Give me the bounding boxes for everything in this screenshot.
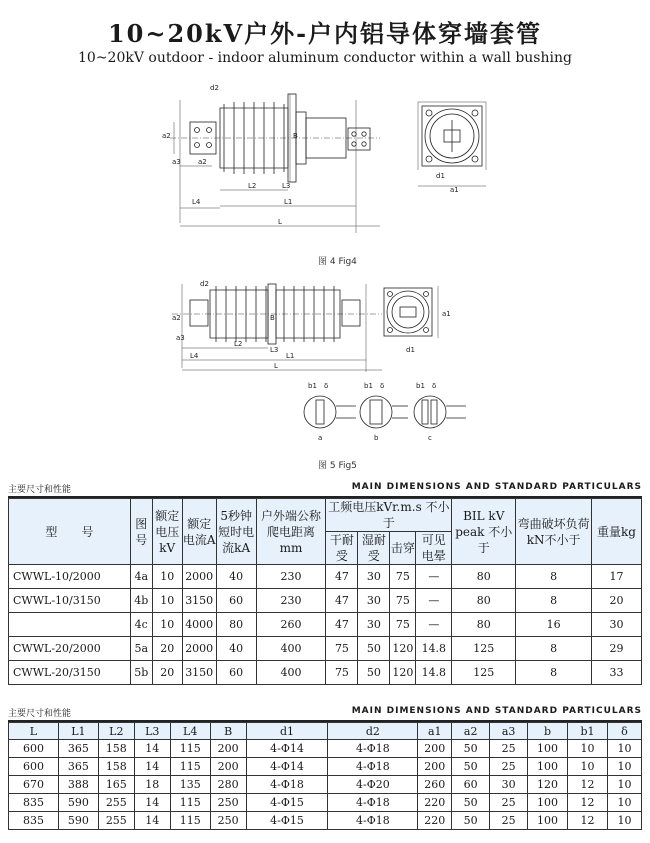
table-cell: 47 [326, 565, 358, 589]
fig5-label-b1-a: b1 [308, 382, 317, 390]
table-cell: 100 [528, 740, 568, 758]
fig4-drawing [150, 78, 510, 238]
fig4-label-d2: d2 [210, 84, 219, 92]
table-cell: 10 [152, 613, 182, 637]
table-row [9, 637, 642, 661]
table-cell: 165 [98, 776, 134, 794]
table-cell: 14.8 [416, 637, 452, 661]
table-cell: CWWL-20/2000 [9, 637, 131, 661]
table-cell: 3150 [182, 589, 216, 613]
table-cell: 80 [452, 589, 516, 613]
table-cell: 2000 [182, 565, 216, 589]
column-header: d1 [246, 723, 328, 740]
table-cell: 115 [170, 812, 210, 830]
particulars-table [8, 498, 642, 685]
table-row [9, 776, 642, 794]
table-row [9, 740, 642, 758]
table-cell: 4-Φ18 [328, 758, 418, 776]
table-cell: 75 [326, 637, 358, 661]
table-cell [9, 613, 131, 637]
fig4-label-a1: a1 [450, 186, 459, 194]
table-cell: 400 [256, 661, 326, 685]
header-corona: 可见电晕 [416, 532, 452, 565]
table-cell: 80 [452, 565, 516, 589]
column-header: a3 [490, 723, 528, 740]
column-header: B [210, 723, 246, 740]
table-cell: 4-Φ15 [246, 794, 328, 812]
column-header: δ [607, 723, 641, 740]
fig5-label-L2: L2 [234, 340, 243, 348]
table-cell: 25 [490, 740, 528, 758]
table-cell: 250 [210, 812, 246, 830]
table-cell: 115 [170, 794, 210, 812]
fig5-label-a: a [318, 434, 323, 442]
table-cell: 100 [528, 758, 568, 776]
table2-section-cn: 主要尺寸和性能 [8, 709, 72, 719]
column-header: d2 [328, 723, 418, 740]
fig5-label-delta-a: δ [324, 382, 329, 390]
table-cell: 20 [152, 637, 182, 661]
table-cell: 10 [607, 794, 641, 812]
column-header: b1 [568, 723, 608, 740]
table-cell: 80 [216, 613, 256, 637]
table-cell: 230 [256, 589, 326, 613]
table-cell: 47 [326, 589, 358, 613]
table-cell: 8 [516, 565, 592, 589]
table-row [9, 794, 642, 812]
table-cell: 17 [592, 565, 642, 589]
table-cell: 120 [528, 776, 568, 794]
table-cell: 4000 [182, 613, 216, 637]
table-cell: 30 [358, 613, 390, 637]
table-cell: 14 [134, 740, 170, 758]
fig5-label-a1: a1 [442, 310, 451, 318]
table-cell: 4-Φ18 [328, 812, 418, 830]
page-title: 10~20kV户外-户内铝导体穿墙套管 [107, 19, 543, 48]
header-wet: 湿耐受 [358, 532, 390, 565]
table-cell: 8 [516, 589, 592, 613]
table-cell: 3150 [182, 661, 216, 685]
column-header: L1 [58, 723, 98, 740]
table-cell: 4-Φ18 [328, 794, 418, 812]
table-cell: 158 [98, 740, 134, 758]
table-cell: 4-Φ14 [246, 740, 328, 758]
header-bil: BIL kV peak 不小于 [452, 499, 516, 565]
table-cell: 47 [326, 613, 358, 637]
table-cell: 600 [9, 740, 59, 758]
fig5-label-delta-b: δ [380, 382, 385, 390]
table-cell: 29 [592, 637, 642, 661]
table1-section-header [8, 482, 642, 494]
header-creepage: 户外端公称爬电距离mm [256, 499, 326, 565]
table-cell: 280 [210, 776, 246, 794]
table-cell: 30 [592, 613, 642, 637]
table-cell: 14 [134, 794, 170, 812]
table-cell: 600 [9, 758, 59, 776]
fig5-end-view [384, 286, 451, 354]
fig5-label-d1: d1 [406, 346, 415, 354]
table-cell: 10 [152, 589, 182, 613]
table-cell: 14 [134, 812, 170, 830]
table-cell: 115 [170, 758, 210, 776]
column-header: L2 [98, 723, 134, 740]
fig5-side-view [172, 280, 382, 372]
table-cell: 4c [130, 613, 152, 637]
header-model: 型 号 [9, 499, 131, 565]
table-cell: 18 [134, 776, 170, 794]
table-cell: 4-Φ18 [328, 740, 418, 758]
table-cell: 4b [130, 589, 152, 613]
fig4-label-L3: L3 [282, 182, 291, 190]
header-short-current: 5秒钟短时电流kA [216, 499, 256, 565]
dimensions-table-body [9, 740, 642, 830]
fig5-label-delta-c: δ [432, 382, 437, 390]
column-header: L4 [170, 723, 210, 740]
table-cell: 835 [9, 794, 59, 812]
fig4-label-d1: d1 [436, 172, 445, 180]
table-cell: 20 [152, 661, 182, 685]
table-cell: 260 [256, 613, 326, 637]
table-cell: 365 [58, 740, 98, 758]
table-cell: 158 [98, 758, 134, 776]
fig5-label-c: c [428, 434, 432, 442]
table-cell: 8 [516, 661, 592, 685]
table-cell: 120 [390, 661, 416, 685]
table-cell: 12 [568, 794, 608, 812]
table-cell: 365 [58, 758, 98, 776]
fig4-label-L4: L4 [192, 198, 201, 206]
table-cell: 4-Φ18 [246, 776, 328, 794]
column-header: b [528, 723, 568, 740]
table-cell: 16 [516, 613, 592, 637]
table-row [9, 613, 642, 637]
header-voltage: 额定电压kV [152, 499, 182, 565]
fig4-side-view [162, 84, 380, 233]
table-cell: 12 [568, 812, 608, 830]
table-cell: 200 [210, 740, 246, 758]
fig5-label-a3: a3 [176, 334, 185, 342]
header-dry: 干耐受 [326, 532, 358, 565]
table-cell: 200 [418, 758, 452, 776]
table-cell: 388 [58, 776, 98, 794]
table-cell: 10 [568, 740, 608, 758]
header-bending-load: 弯曲破坏负荷 kN不小于 [516, 499, 592, 565]
table-cell: 14 [134, 758, 170, 776]
fig5-label-b1-b: b1 [364, 382, 373, 390]
table-cell: 50 [358, 661, 390, 685]
table-row [9, 565, 642, 589]
table-cell: 14.8 [416, 661, 452, 685]
table-cell: 120 [390, 637, 416, 661]
table-cell: 4-Φ14 [246, 758, 328, 776]
fig5-label-d2: d2 [200, 280, 209, 288]
fig5-caption: 图 5 Fig5 [318, 461, 357, 471]
table-cell: 200 [210, 758, 246, 776]
table-cell: 135 [170, 776, 210, 794]
table-cell: 4-Φ20 [328, 776, 418, 794]
table-cell: 33 [592, 661, 642, 685]
fig4-label-a2: a2 [162, 132, 171, 140]
table-cell: 200 [418, 740, 452, 758]
particulars-table-body [9, 565, 642, 685]
table-cell: 75 [390, 565, 416, 589]
column-header: L3 [134, 723, 170, 740]
table-cell: 400 [256, 637, 326, 661]
fig5-label-b: b [374, 434, 379, 442]
table-cell: 10 [607, 812, 641, 830]
table-cell: CWWL-20/3150 [9, 661, 131, 685]
table-cell: 125 [452, 637, 516, 661]
header-freq-voltage: 工频电压kVr.m.s 不小于 [326, 499, 452, 532]
table1-section-cn: 主要尺寸和性能 [8, 485, 72, 495]
header-puncture: 击穿 [390, 532, 416, 565]
table-cell: 10 [607, 776, 641, 794]
fig5-label-b1-c: b1 [416, 382, 425, 390]
fig4-label-a2b: a2 [198, 158, 207, 166]
table-cell: 30 [358, 589, 390, 613]
table-cell: 220 [418, 794, 452, 812]
table-cell: 80 [452, 613, 516, 637]
table-cell: 10 [607, 740, 641, 758]
dimensions-table-header [9, 723, 642, 740]
table-cell: 255 [98, 812, 134, 830]
column-header: a1 [418, 723, 452, 740]
table-cell: 100 [528, 794, 568, 812]
fig5-label-L1: L1 [286, 352, 295, 360]
fig4-label-L: L [278, 218, 282, 226]
table-cell: 590 [58, 812, 98, 830]
fig5-label-L: L [274, 362, 278, 370]
table-cell: — [416, 589, 452, 613]
table-cell: 835 [9, 812, 59, 830]
table-cell: 75 [326, 661, 358, 685]
table-cell: 50 [452, 740, 490, 758]
fig4-caption: 图 4 Fig4 [318, 257, 357, 267]
fig4-label-L2: L2 [248, 182, 257, 190]
page-subtitle: 10~20kV outdoor - indoor aluminum conductor within a wall bushing [78, 50, 572, 66]
table-cell: 50 [452, 794, 490, 812]
table-cell: 5a [130, 637, 152, 661]
table-cell: 25 [490, 812, 528, 830]
table-cell: 2000 [182, 637, 216, 661]
table-cell: 125 [452, 661, 516, 685]
fig4-label-L1: L1 [284, 198, 293, 206]
table-cell: — [416, 565, 452, 589]
table-cell: 5b [130, 661, 152, 685]
table2-section-en: MAIN DIMENSIONS AND STANDARD PARTICULARS [351, 706, 642, 716]
table-cell: 220 [418, 812, 452, 830]
table-cell: 250 [210, 794, 246, 812]
table-cell: 590 [58, 794, 98, 812]
table-cell: 60 [216, 661, 256, 685]
table1-section-en: MAIN DIMENSIONS AND STANDARD PARTICULARS [351, 482, 642, 492]
table-cell: 75 [390, 613, 416, 637]
fig4-label-a3: a3 [172, 158, 181, 166]
table-cell: 40 [216, 637, 256, 661]
table-cell: 115 [170, 740, 210, 758]
fig4-label-B: B [293, 132, 298, 140]
fig5-terminal-variants [304, 382, 466, 442]
table-cell: 8 [516, 637, 592, 661]
table-cell: 25 [490, 794, 528, 812]
table-cell: 4a [130, 565, 152, 589]
fig4-end-view [418, 102, 486, 194]
table-cell: 25 [490, 758, 528, 776]
fig5-label-a2: a2 [172, 314, 181, 322]
table-cell: 60 [452, 776, 490, 794]
table-cell: 50 [358, 637, 390, 661]
table-cell: 4-Φ15 [246, 812, 328, 830]
table-cell: 100 [528, 812, 568, 830]
fig5-label-L4: L4 [190, 352, 199, 360]
column-header: a2 [452, 723, 490, 740]
table-cell: 30 [490, 776, 528, 794]
table2-section-header [8, 706, 642, 718]
header-fig: 图号 [130, 499, 152, 565]
table-cell: CWWL-10/2000 [9, 565, 131, 589]
table-cell: 30 [358, 565, 390, 589]
fig5-label-B: B [270, 314, 275, 322]
table-cell: 10 [607, 758, 641, 776]
table-cell: 50 [452, 758, 490, 776]
table-cell: 20 [592, 589, 642, 613]
column-header: L [9, 723, 59, 740]
table-cell: 670 [9, 776, 59, 794]
table-cell: 75 [390, 589, 416, 613]
table-cell: 40 [216, 565, 256, 589]
header-weight: 重量kg [592, 499, 642, 565]
table-row [9, 812, 642, 830]
table-cell: 12 [568, 776, 608, 794]
table-row [9, 661, 642, 685]
table-cell: 255 [98, 794, 134, 812]
fig5-drawing [170, 276, 500, 446]
table-cell: 50 [452, 812, 490, 830]
table-cell: — [416, 613, 452, 637]
header-current: 额定电流A [182, 499, 216, 565]
dimensions-table [8, 722, 642, 830]
table-cell: 10 [152, 565, 182, 589]
table-cell: 60 [216, 589, 256, 613]
table-cell: 260 [418, 776, 452, 794]
table-cell: 230 [256, 565, 326, 589]
fig5-label-L3: L3 [270, 346, 279, 354]
table-cell: CWWL-10/3150 [9, 589, 131, 613]
table-cell: 10 [568, 758, 608, 776]
table-row [9, 758, 642, 776]
table-row [9, 589, 642, 613]
